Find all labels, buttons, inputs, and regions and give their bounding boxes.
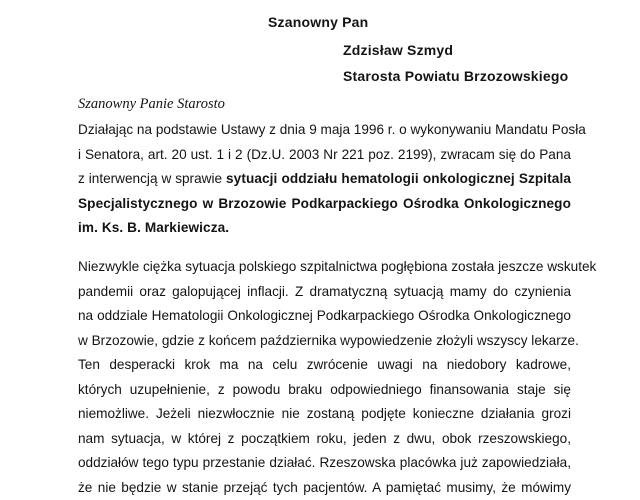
paragraph-line (78, 167, 571, 192)
paragraph-line (78, 216, 571, 241)
paragraph-line: że nie będzie w stanie przejąć tych pacjentów. A pamiętać musimy, że mówimy (78, 476, 571, 500)
paragraph-text: z interwencją w sprawie (78, 171, 226, 186)
paragraph-line: nam sytuacja, w której z początkiem roku, jeden z dwu, obok rzeszowskiego, (78, 427, 571, 452)
paragraph-intro (78, 118, 571, 241)
paragraph-line: w Brzozowie, gdzie z końcem października wypowiedzenie złożyli wszyscy lekarze. (78, 329, 571, 354)
bold-text: sytuacji oddziału hematologii onkologicznej Szpitala (226, 171, 571, 186)
paragraph-line: Działając na podstawie Ustawy z dnia 9 maja 1996 r. o wykonywaniu Mandatu Posła (78, 118, 571, 143)
bold-text: Specjalistycznego w Brzozowie Podkarpackiego Ośrodka Onkologicznego (78, 196, 571, 211)
recipient-line-1: Szanowny Pan (268, 14, 368, 30)
paragraph-line: pandemii oraz galopującej inflacji. Z dramatyczną sytuacją mamy do czynienia (78, 280, 571, 305)
bold-text: im. Ks. B. Markiewicza. (78, 220, 229, 235)
paragraph-line: i Senatora, art. 20 ust. 1 i 2 (Dz.U. 2003 Nr 221 poz. 2199), zwracam się do Pana (78, 143, 571, 168)
paragraph-line: niemożliwe. Jeżeli niezwłocznie nie zostaną podjęte konieczne działania grozi (78, 402, 571, 427)
recipient-name: Zdzisław Szmyd (343, 42, 453, 58)
recipient-title: Starosta Powiatu Brzozowskiego (343, 68, 568, 84)
salutation: Szanowny Panie Starosto (78, 96, 225, 113)
paragraph-line: na oddziale Hematologii Onkologicznej Podkarpackiego Ośrodka Onkologicznego (78, 304, 571, 329)
paragraph-line: Ten desperacki krok ma na celu zwrócenie uwagi na niedobory kadrowe, (78, 353, 571, 378)
paragraph-line: Niezwykle ciężka sytuacja polskiego szpitalnictwa pogłębiona została jeszcze wskutek (78, 255, 571, 280)
paragraph-line: których uzupełnienie, z powodu braku odpowiedniego finansowania staje się (78, 378, 571, 403)
paragraph-body (78, 255, 571, 500)
paragraph-line: oddziałów tego typu przestanie działać. Rzeszowska placówka już zapowiedziała, (78, 451, 571, 476)
paragraph-line (78, 192, 571, 217)
